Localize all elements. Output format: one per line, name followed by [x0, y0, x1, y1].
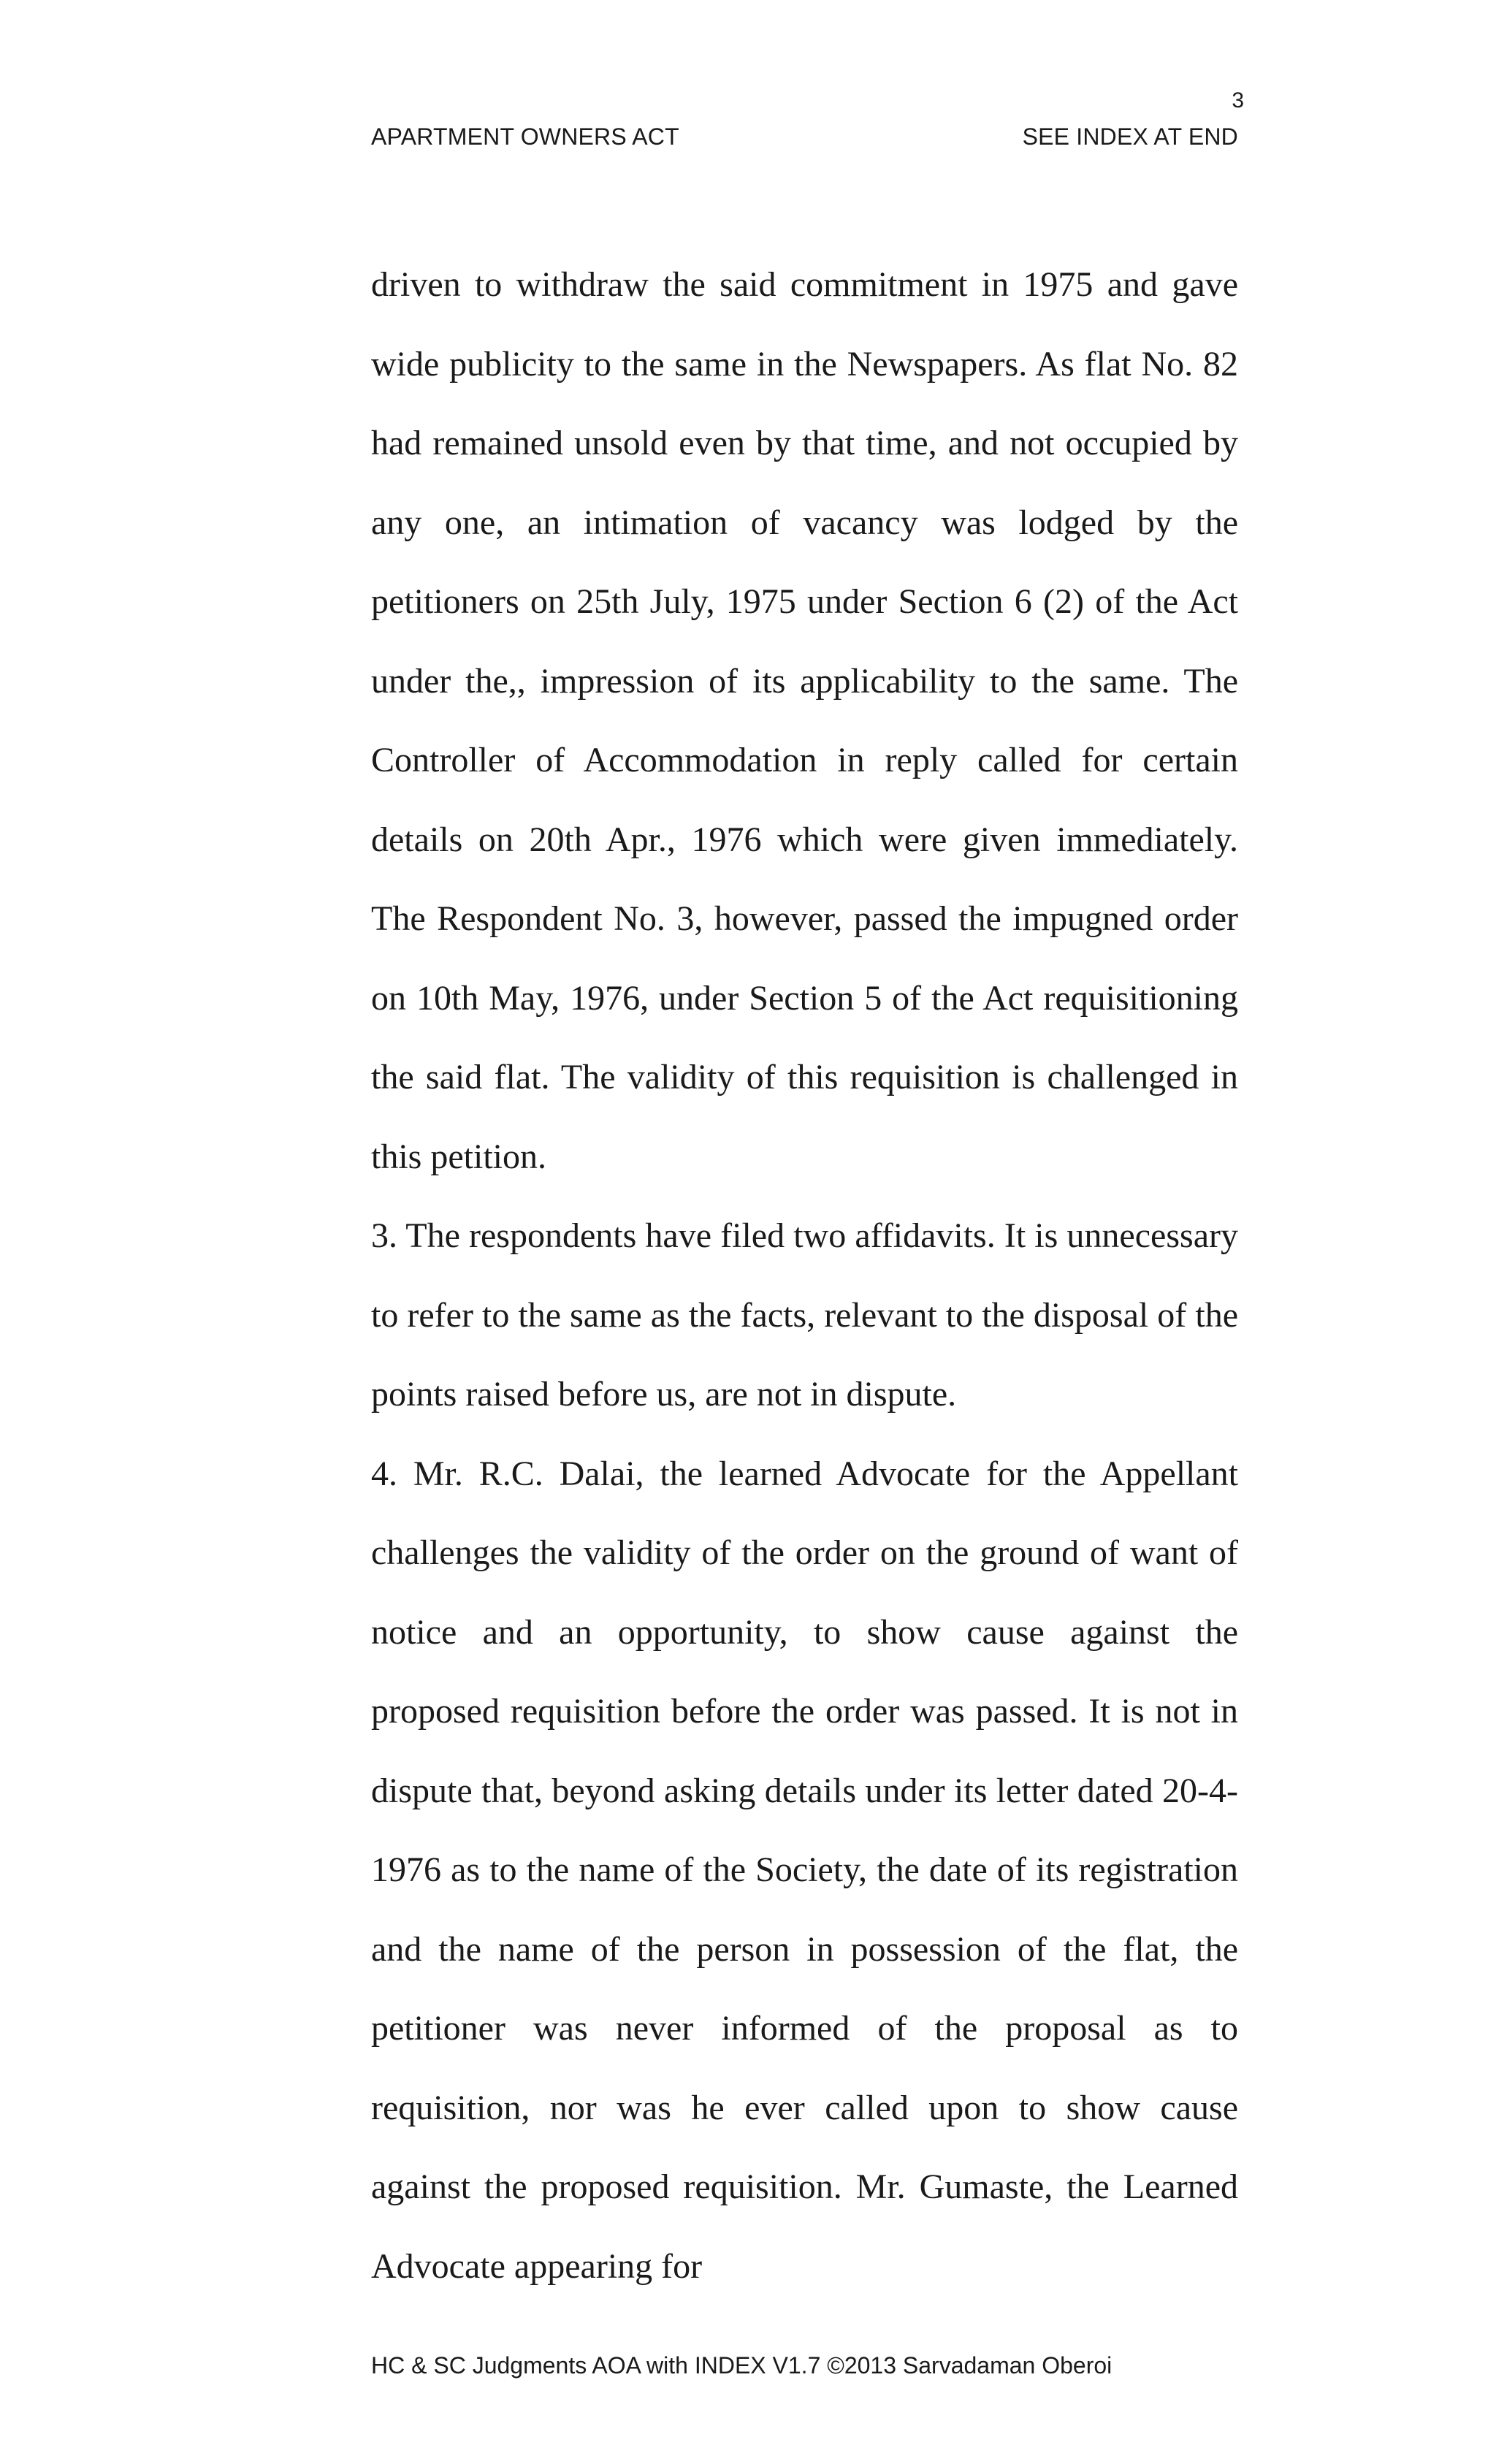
page-number: 3: [1232, 88, 1244, 112]
paragraph-4: 4. Mr. R.C. Dalai, the learned Advocate for the Appellant challenges the validity of the order on the ground of want of notice and an opportunity, to show cause against the proposed requisition before the order was passed. It is not in dispute that, beyond asking details under its letter dated 20-4-1976 as to the name of the Society, the date of its registration and the name of the person in possession of the flat, the petitioner was never informed of the proposal as to requisition, nor was he ever called upon to show cause against the proposed requisition. Mr. Gumaste, the Learned Advocate appearing for: [371, 1454, 1238, 2286]
header-index-note: SEE INDEX AT END: [1022, 123, 1238, 150]
judgment-text: [371, 245, 1238, 2306]
page-footer: HC & SC Judgments AOA with INDEX V1.7 ©2013 Sarvadaman Oberoi: [371, 2352, 1113, 2379]
running-header: [371, 123, 1238, 150]
paragraph-3: 3. The respondents have filed two affidavits. It is unnecessary to refer to the same as the facts, relevant to the disposal of the points raised before us, are not in dispute.: [371, 1216, 1238, 1414]
header-title: APARTMENT OWNERS ACT: [371, 123, 679, 150]
paragraph-continuation: driven to withdraw the said commitment in 1975 and gave wide publicity to the same in the Newspapers. As flat No. 82 had remained unsold even by that time, and not occupied by any one, an intimation of vacancy was lodged by the petitioners on 25th July, 1975 under Section 6 (2) of the Act under the,, impression of its applicability to the same. The Controller of Accommodation in reply called for certain details on 20th Apr., 1976 which were given immediately. The Respondent No. 3, however, passed the impugned order on 10th May, 1976, under Section 5 of the Act requisitioning the said flat. The validity of this requisition is challenged in this petition.: [371, 265, 1238, 1176]
